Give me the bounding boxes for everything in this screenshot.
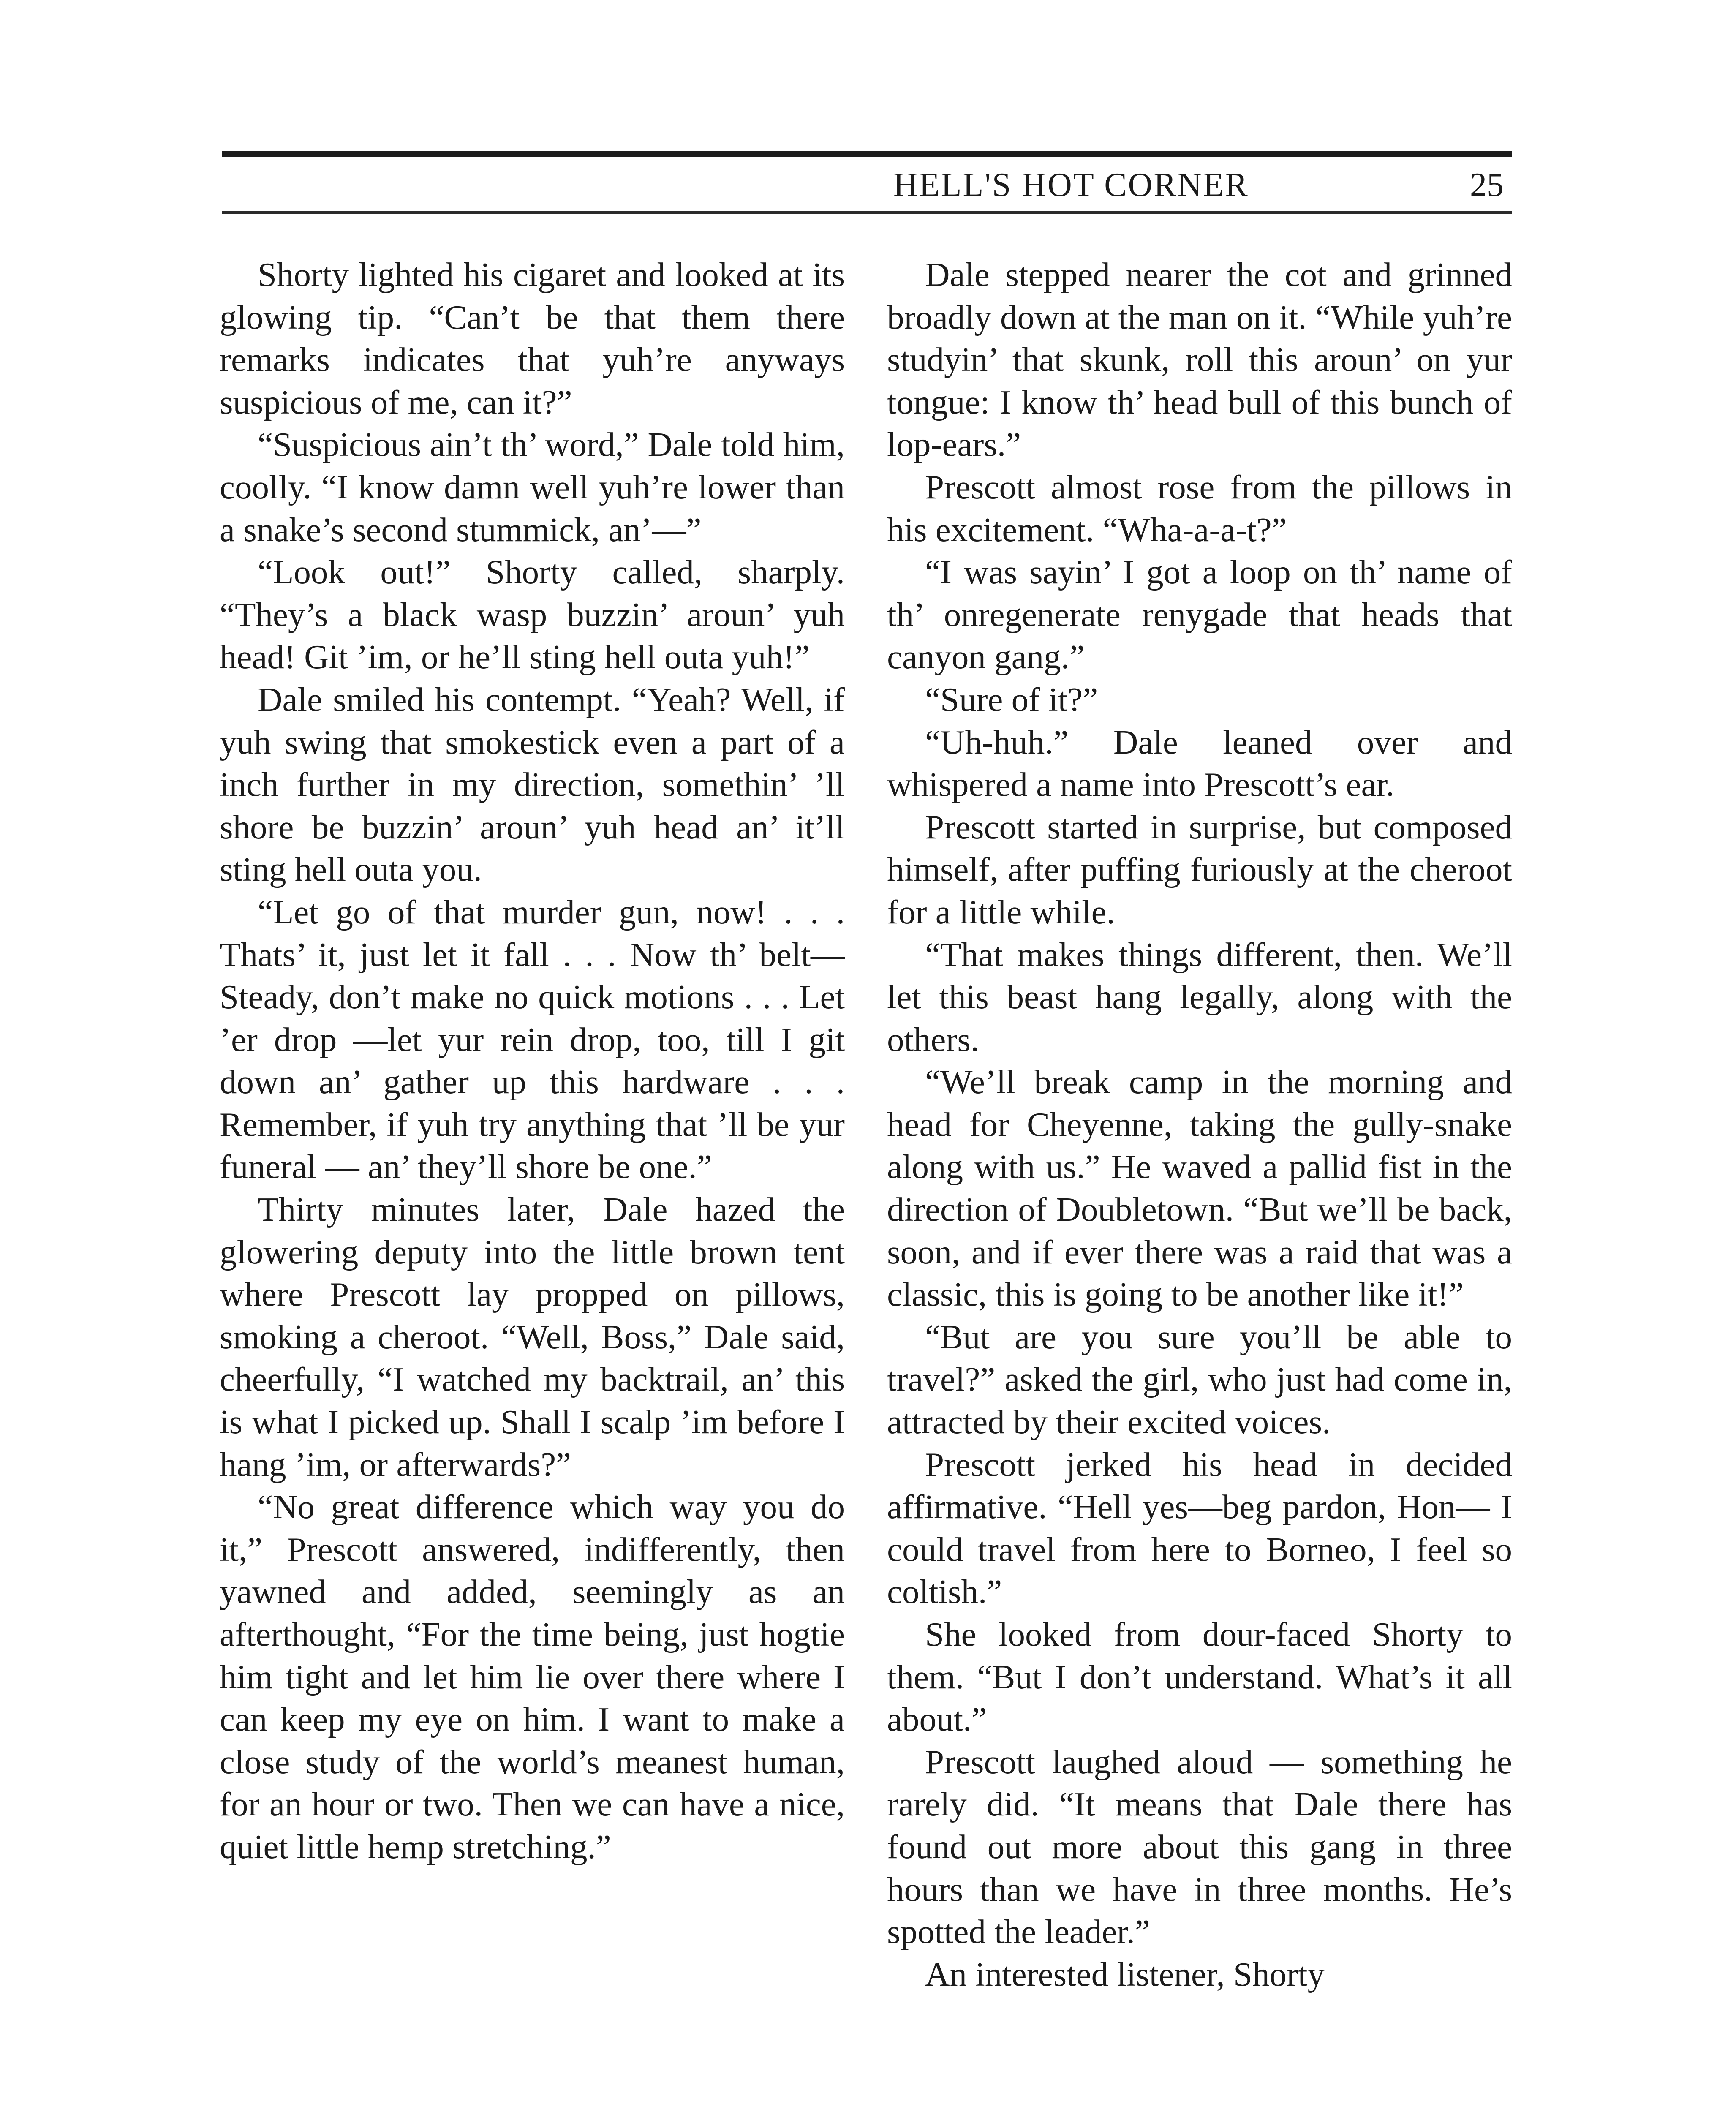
paragraph: “We’ll break camp in the morning and head for Cheyenne, taking the gully-snake along with us.” He waved a pallid fist in the direction of Doubletown. “But we’ll be back, soon, and if ever there was a raid that was a classic, this is going to be another like it!” — [887, 1063, 1512, 1314]
running-head — [222, 164, 1512, 210]
paragraph: Prescott started in surprise, but composed himself, after puffing furiously at the cheroot for a little while. — [887, 808, 1512, 931]
header-rule-top — [222, 151, 1512, 157]
paragraph: “Look out!” Shorty called, sharply. “They’s a black wasp buzzin’ aroun’ yuh head! Git ’im, or he’ll sting hell outa yuh!” — [220, 553, 845, 676]
paragraph: Prescott almost rose from the pillows in his excitement. “Wha-a-a-t?” — [887, 468, 1512, 549]
header-rule-bottom — [222, 211, 1512, 214]
right-text-column — [887, 253, 1512, 1995]
paragraph: Shorty lighted his cigaret and looked at its glowing tip. “Can’t be that them there remarks indicates that yuh’re anyways suspicious of me, can it?” — [220, 256, 845, 421]
paragraph: “That makes things different, then. We’ll let this beast hang legally, along with the others. — [887, 935, 1512, 1059]
paragraph: “No great difference which way you do it,” Prescott answered, indifferently, then yawned and added, seemingly as an afterthought, “For the time being, just hogtie him tight and let him lie over there where I can keep my eye on him. I want to make a close study of the world’s meanest human, for an hour or two. Then we can have a nice, quiet little hemp stretching.” — [220, 1488, 845, 1866]
page-number: 25 — [1470, 166, 1504, 204]
paragraph: “I was sayin’ I got a loop on th’ name of th’ onregenerate renygade that heads that canyon gang.” — [887, 553, 1512, 676]
left-text-column — [220, 253, 845, 1868]
paragraph: An interested listener, Shorty — [925, 1955, 1325, 1993]
paragraph: “Uh-huh.” Dale leaned over and whispered a name into Prescott’s ear. — [887, 723, 1512, 804]
paragraph: Dale smiled his contempt. “Yeah? Well, if yuh swing that smokestick even a part of a inch further in my direction, somethin’ ’ll shore be buzzin’ aroun’ yuh head an’ it’ll sting hell outa you. — [220, 680, 845, 889]
paragraph: “Sure of it?” — [925, 680, 1098, 719]
paragraph: Prescott jerked his head in decided affirmative. “Hell yes—beg pardon, Hon— I could travel from here to Borneo, I feel so coltish.” — [887, 1445, 1512, 1611]
paragraph: “But are you sure you’ll be able to travel?” asked the girl, who just had come in, attracted by their excited voices. — [887, 1317, 1512, 1441]
paragraph: “Let go of that murder gun, now! . . . Thats’ it, just let it fall . . . Now th’ belt— Steady, don’t make no quick motions . . . Let ’er drop —let yur rein drop, too, till I git down an’ gather up this hardware . . . Remember, if yuh try anything that ’ll be yur funeral — an’ they’ll shore be one.” — [220, 893, 845, 1186]
paragraph: She looked from dour-faced Shorty to them. “But I don’t understand. What’s it all about.” — [887, 1615, 1512, 1739]
paragraph: Dale stepped nearer the cot and grinned broadly down at the man on it. “While yuh’re studyin’ that skunk, roll this aroun’ on yur tongue: I know th’ head bull of this bunch of lop-ears.” — [887, 256, 1512, 464]
paragraph: Prescott laughed aloud — something he rarely did. “It means that Dale there has found out more about this gang in three hours than we have in three months. He’s spotted the leader.” — [887, 1742, 1512, 1951]
paragraph: Thirty minutes later, Dale hazed the glowering deputy into the little brown tent where Prescott lay propped on pillows, smoking a cheroot. “Well, Boss,” Dale said, cheerfully, “I watched my backtrail, an’ this is what I picked up. Shall I scalp ’im before I hang ’im, or afterwards?” — [220, 1190, 845, 1483]
running-title: HELL'S HOT CORNER — [893, 166, 1249, 204]
paragraph: “Suspicious ain’t th’ word,” Dale told him, coolly. “I know damn well yuh’re lower than a snake’s second stummick, an’—” — [220, 425, 845, 549]
